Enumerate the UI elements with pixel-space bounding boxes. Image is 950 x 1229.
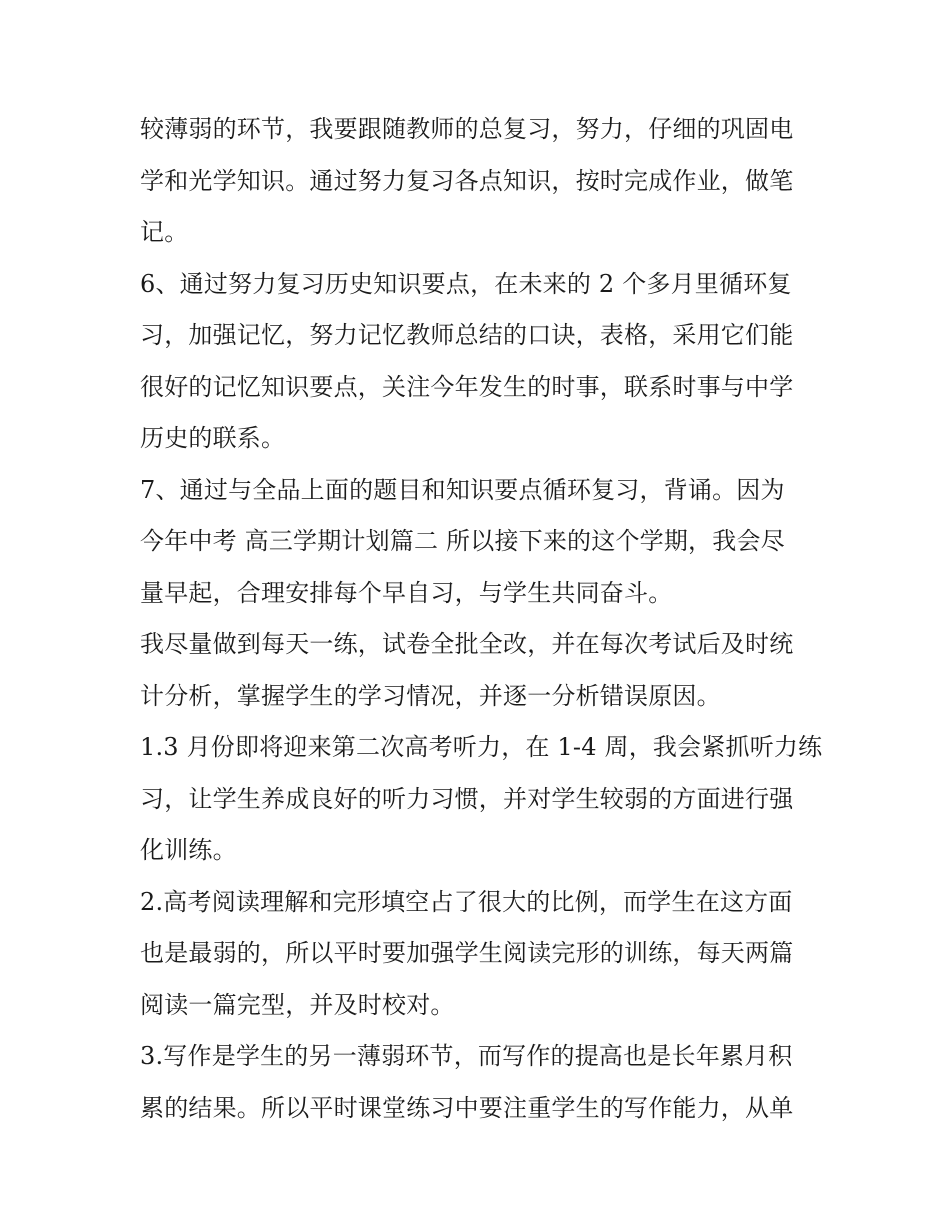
text-line: 很好的记忆知识要点，关注今年发生的时事，联系时事与中学 [140, 372, 794, 401]
text-line: 化训练。 [140, 836, 237, 864]
text-line: 2.高考阅读理解和完形填空占了很大的比例，而学生在这方面 [140, 887, 793, 916]
text-line: 1.3 月份即将迎来第二次高考听力，在 1-4 周，我会紧抓听力练 [140, 733, 823, 761]
text-line: 习，加强记忆，努力记忆教师总结的口诀，表格，采用它们能 [140, 321, 794, 349]
text-line: 7、通过与全品上面的题目和知识要点循环复习，背诵。因为 [140, 475, 785, 504]
text-line: 6、通过努力复习历史知识要点，在未来的 2 个多月里循环复 [140, 269, 792, 298]
text-line: 阅读一篇完型，并及时校对。 [140, 990, 455, 1019]
text-line: 也是最弱的，所以平时要加强学生阅读完形的训练，每天两篇 [140, 939, 794, 967]
text-line: 学和光学知识。通过努力复习各点知识，按时完成作业，做笔 [140, 166, 794, 195]
document-body [140, 104, 830, 1134]
text-line: 历史的联系。 [140, 424, 286, 452]
text-line: 累的结果。所以平时课堂练习中要注重学生的写作能力，从单 [140, 1093, 794, 1122]
text-line: 习，让学生养成良好的听力习惯，并对学生较弱的方面进行强 [140, 784, 794, 813]
text-line: 记。 [140, 218, 189, 246]
text-line: 我尽量做到每天一练，试卷全批全改，并在每次考试后及时统 [140, 630, 794, 658]
text-line: 今年中考 高三学期计划篇二 所以接下来的这个学期，我会尽 [140, 527, 785, 555]
text-line: 计分析，掌握学生的学习情况，并逐一分析错误原因。 [140, 681, 721, 710]
text-line: 3.写作是学生的另一薄弱环节，而写作的提高也是长年累月积 [140, 1042, 793, 1070]
text-line: 较薄弱的环节，我要跟随教师的总复习，努力，仔细的巩固电 [140, 115, 794, 143]
text-line: 量早起，合理安排每个早自习，与学生共同奋斗。 [140, 578, 673, 607]
